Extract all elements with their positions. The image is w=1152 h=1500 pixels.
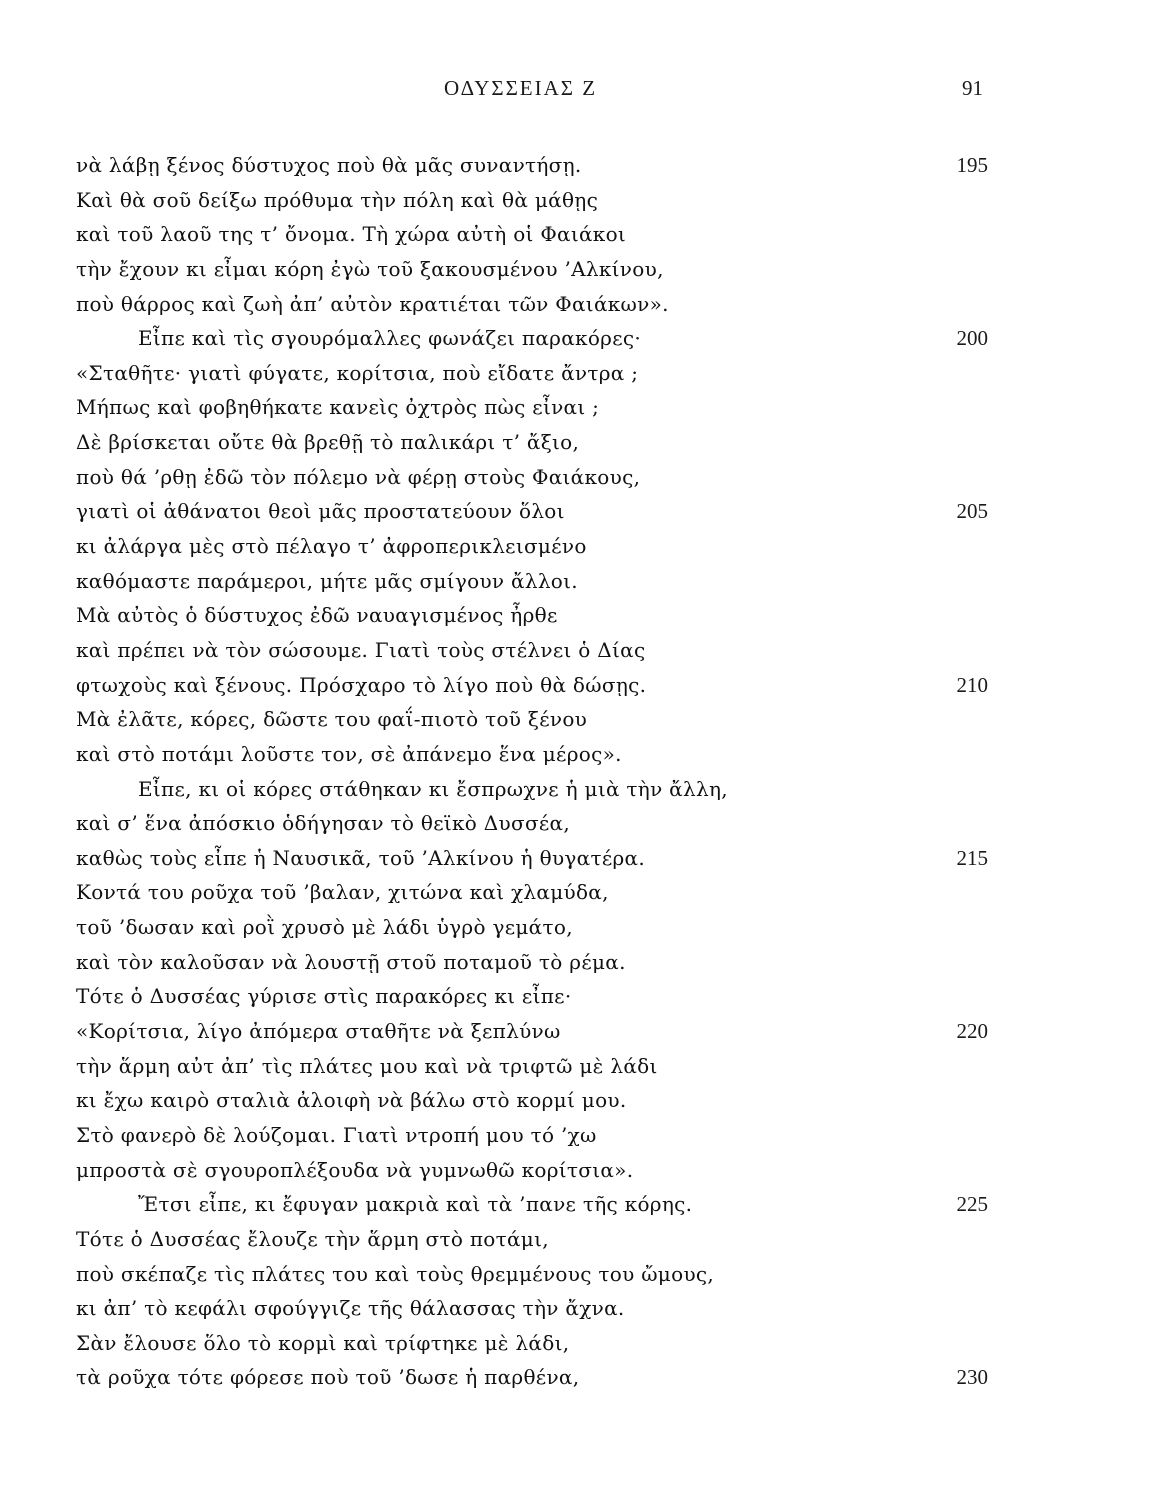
verse-line (0, 1118, 1152, 1153)
verse-line (0, 529, 1152, 564)
verse-line (0, 668, 1152, 703)
verse-line (0, 321, 1152, 356)
line-number: 225 (956, 1192, 988, 1217)
line-number: 220 (956, 1019, 988, 1044)
verse-line (0, 598, 1152, 633)
line-number: 210 (956, 672, 988, 697)
verse-line (0, 702, 1152, 737)
verse-line (0, 287, 1152, 322)
verse-text: Εἶπε, κι οἱ κόρες στάθηκαν κι ἔσπρωχνε ἡ μιὰ τὴν ἄλλη, (138, 776, 728, 801)
verse-text: Μὰ αὐτὸς ὁ δύστυχος ἐδῶ ναυαγισμένος ἦρθε (76, 603, 558, 628)
verse-text: τὰ ροῦχα τότε φόρεσε ποὺ τοῦ ’δωσε ἡ παρθένα, (76, 1365, 580, 1390)
line-number: 230 (956, 1365, 988, 1390)
running-title: ΟΔΥΣΣΕΙΑΣ Ζ (444, 76, 598, 100)
verse-text: κι ἔχω καιρὸ σταλιὰ ἀλοιφὴ νὰ βάλω στὸ κορμί μου. (76, 1088, 627, 1113)
verse-text: καθὼς τοὺς εἶπε ἡ Ναυσικᾶ, τοῦ ’Αλκίνου ἡ θυγατέρα. (76, 845, 646, 870)
poem-text (0, 148, 1152, 1395)
verse-text: ποὺ θάρρος καὶ ζωὴ ἀπ’ αὐτὸν κρατιέται τῶν Φαιάκων». (76, 291, 669, 316)
verse-text: τοῦ ’δωσαν καὶ ροῒ χρυσὸ μὲ λάδι ὑγρὸ γεμάτο, (76, 915, 573, 940)
verse-line (0, 148, 1152, 183)
verse-text: Καὶ θὰ σοῦ δείξω πρόθυμα τὴν πόλη καὶ θὰ μάθῃς (76, 187, 599, 212)
verse-line (0, 633, 1152, 668)
verse-text: τὴν ἔχουν κι εἶμαι κόρη ἐγὼ τοῦ ξακουσμένου ’Αλκίνου, (76, 256, 664, 281)
verse-line (0, 1049, 1152, 1084)
line-number: 215 (956, 845, 988, 870)
verse-line (0, 1222, 1152, 1257)
verse-line (0, 1291, 1152, 1326)
verse-text: ποὺ σκέπαζε τὶς πλάτες του καὶ τοὺς θρεμμένους του ὤμους, (76, 1261, 715, 1286)
verse-text: «Κορίτσια, λίγο ἀπόμερα σταθῆτε νὰ ξεπλύνω (76, 1019, 561, 1044)
verse-line (0, 1326, 1152, 1361)
verse-line (0, 390, 1152, 425)
verse-line (0, 183, 1152, 218)
line-number: 200 (956, 326, 988, 351)
verse-text: καὶ τὸν καλοῦσαν νὰ λουστῇ στοῦ ποταμοῦ τὸ ρέμα. (76, 949, 626, 974)
verse-text: Στὸ φανερὸ δὲ λούζομαι. Γιατὶ ντροπή μου τό ’χω (76, 1122, 597, 1147)
verse-line (0, 945, 1152, 980)
verse-text: τὴν ἅρμη αὐτ ἀπ’ τὶς πλάτες μου καὶ νὰ τριφτῶ μὲ λάδι (76, 1053, 658, 1078)
verse-line (0, 494, 1152, 529)
verse-text: ποὺ θά ’ρθῃ ἐδῶ τὸν πόλεμο νὰ φέρῃ στοὺς Φαιάκους, (76, 464, 641, 489)
verse-text: καθόμαστε παράμεροι, μήτε μᾶς σμίγουν ἄλλοι. (76, 568, 578, 593)
verse-text: Κοντά του ροῦχα τοῦ ’βαλαν, χιτώνα καὶ χλαμύδα, (76, 880, 609, 905)
verse-line (0, 910, 1152, 945)
verse-text: κι ἀπ’ τὸ κεφάλι σφούγγιζε τῆς θάλασσας τὴν ἄχνα. (76, 1296, 625, 1321)
verse-text: Ἔτσι εἶπε, κι ἔφυγαν μακριὰ καὶ τὰ ’πανε τῆς κόρης. (138, 1192, 693, 1217)
verse-line (0, 356, 1152, 391)
verse-text: καὶ στὸ ποτάμι λοῦστε τον, σὲ ἀπάνεμο ἕνα μέρος». (76, 741, 622, 766)
verse-text: καὶ πρέπει νὰ τὸν σώσουμε. Γιατὶ τοὺς στέλνει ὁ Δίας (76, 637, 646, 662)
verse-line (0, 772, 1152, 807)
verse-line (0, 564, 1152, 599)
verse-text: Μὰ ἐλᾶτε, κόρες, δῶστε του φαΐ-πιοτὸ τοῦ ξένου (76, 707, 588, 732)
verse-line (0, 1153, 1152, 1188)
line-number: 205 (956, 499, 988, 524)
verse-text: καὶ τοῦ λαοῦ της τ’ ὄνομα. Τὴ χώρα αὐτὴ οἱ Φαιάκοι (76, 222, 627, 247)
verse-line (0, 1257, 1152, 1292)
verse-text: καὶ σ’ ἕνα ἀπόσκιο ὁδήγησαν τὸ θεϊκὸ Δυσσέα, (76, 811, 571, 836)
verse-text: μπροστὰ σὲ σγουροπλέξουδα νὰ γυμνωθῶ κορίτσια». (76, 1157, 634, 1182)
verse-line (0, 1014, 1152, 1049)
running-head (0, 76, 1152, 108)
verse-text: «Σταθῆτε· γιατὶ φύγατε, κορίτσια, ποὺ εἴδατε ἄντρα ; (76, 360, 639, 385)
verse-line (0, 806, 1152, 841)
verse-line (0, 1187, 1152, 1222)
verse-text: Σὰν ἔλουσε ὅλο τὸ κορμὶ καὶ τρίφτηκε μὲ λάδι, (76, 1330, 570, 1355)
line-number: 195 (956, 153, 988, 177)
verse-line (0, 1360, 1152, 1395)
verse-line (0, 252, 1152, 287)
verse-text: φτωχοὺς καὶ ξένους. Πρόσχαρο τὸ λίγο ποὺ θὰ δώσῃς. (76, 672, 647, 697)
verse-line (0, 737, 1152, 772)
verse-text: Τότε ὁ Δυσσέας γύρισε στὶς παρακόρες κι εἶπε· (76, 984, 572, 1009)
verse-text: Τότε ὁ Δυσσέας ἔλουζε τὴν ἅρμη στὸ ποτάμι, (76, 1226, 549, 1251)
verse-line (0, 425, 1152, 460)
verse-text: Εἶπε καὶ τὶς σγουρόμαλλες φωνάζει παρακόρες· (138, 326, 642, 351)
verse-text: νὰ λάβῃ ξένος δύστυχος ποὺ θὰ μᾶς συναντήσῃ. (76, 153, 582, 177)
verse-line (0, 875, 1152, 910)
verse-text: Δὲ βρίσκεται οὔτε θὰ βρεθῇ τὸ παλικάρι τ’ ἄξιο, (76, 430, 580, 455)
verse-line (0, 841, 1152, 876)
verse-line (0, 979, 1152, 1014)
page-number: 91 (962, 76, 983, 100)
verse-line (0, 1083, 1152, 1118)
verse-line (0, 217, 1152, 252)
verse-text: γιατὶ οἱ ἀθάνατοι θεοὶ μᾶς προστατεύουν ὅλοι (76, 499, 565, 524)
verse-line (0, 460, 1152, 495)
verse-text: κι ἀλάργα μὲς στὸ πέλαγο τ’ ἀφροπερικλεισμένο (76, 534, 587, 559)
verse-text: Μήπως καὶ φοβηθήκατε κανεὶς ὀχτρὸς πὼς εἶναι ; (76, 395, 600, 420)
